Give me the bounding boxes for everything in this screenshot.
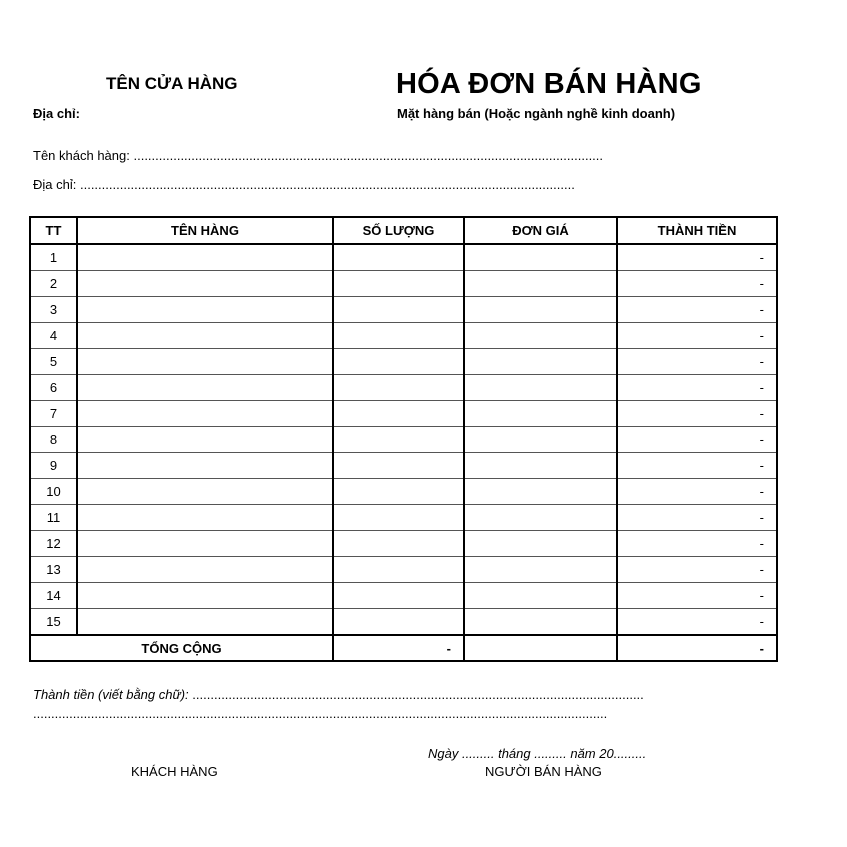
item-name-cell[interactable]: [77, 583, 333, 609]
col-header-quantity: SỐ LƯỢNG: [333, 217, 464, 244]
item-name-cell[interactable]: [77, 271, 333, 297]
total-row: [30, 635, 777, 661]
unit-price-cell[interactable]: [464, 271, 617, 297]
quantity-cell[interactable]: [333, 479, 464, 505]
item-name-cell[interactable]: [77, 453, 333, 479]
amount-cell[interactable]: -: [617, 375, 777, 401]
date-line[interactable]: Ngày ......... tháng ......... năm 20.........: [428, 746, 647, 761]
item-name-cell[interactable]: [77, 557, 333, 583]
amount-in-words-dots-2[interactable]: ...............................................................................................................................................................: [33, 706, 608, 721]
unit-price-cell[interactable]: [464, 583, 617, 609]
row-number: 8: [30, 427, 77, 453]
amount-cell[interactable]: -: [617, 453, 777, 479]
table-row: [30, 271, 777, 297]
amount-cell[interactable]: -: [617, 557, 777, 583]
quantity-cell[interactable]: [333, 505, 464, 531]
unit-price-cell[interactable]: [464, 453, 617, 479]
amount-cell[interactable]: -: [617, 323, 777, 349]
table-row: [30, 557, 777, 583]
customer-address-dots: .........................................................................................................................................: [79, 177, 575, 192]
row-number: 4: [30, 323, 77, 349]
table-row: [30, 609, 777, 636]
row-number: 5: [30, 349, 77, 375]
quantity-cell[interactable]: [333, 609, 464, 636]
unit-price-cell[interactable]: [464, 427, 617, 453]
amount-cell[interactable]: -: [617, 427, 777, 453]
table-row: [30, 244, 777, 271]
amount-cell[interactable]: -: [617, 349, 777, 375]
quantity-cell[interactable]: [333, 453, 464, 479]
amount-in-words-dots-1: .............................................................................................................................: [192, 687, 644, 702]
quantity-cell[interactable]: [333, 323, 464, 349]
row-number: 13: [30, 557, 77, 583]
amount-cell[interactable]: -: [617, 609, 777, 636]
row-number: 12: [30, 531, 77, 557]
col-header-tt: TT: [30, 217, 77, 244]
buyer-signature-label: KHÁCH HÀNG: [131, 764, 218, 779]
amount-cell[interactable]: -: [617, 271, 777, 297]
item-name-cell[interactable]: [77, 297, 333, 323]
quantity-cell[interactable]: [333, 244, 464, 271]
unit-price-cell[interactable]: [464, 401, 617, 427]
customer-name-label: Tên khách hàng:: [33, 148, 130, 163]
customer-name-field[interactable]: [33, 148, 603, 163]
col-header-amount: THÀNH TIỀN: [617, 217, 777, 244]
table-row: [30, 505, 777, 531]
row-number: 1: [30, 244, 77, 271]
row-number: 15: [30, 609, 77, 636]
amount-cell[interactable]: -: [617, 244, 777, 271]
col-header-item-name: TÊN HÀNG: [77, 217, 333, 244]
amount-cell[interactable]: -: [617, 479, 777, 505]
item-name-cell[interactable]: [77, 375, 333, 401]
item-name-cell[interactable]: [77, 609, 333, 636]
row-number: 9: [30, 453, 77, 479]
unit-price-cell[interactable]: [464, 557, 617, 583]
total-quantity[interactable]: -: [333, 635, 464, 661]
table-row: [30, 479, 777, 505]
unit-price-cell[interactable]: [464, 531, 617, 557]
quantity-cell[interactable]: [333, 401, 464, 427]
quantity-cell[interactable]: [333, 427, 464, 453]
customer-address-label: Địa chỉ:: [33, 177, 77, 192]
amount-cell[interactable]: -: [617, 401, 777, 427]
total-label: TỔNG CỘNG: [30, 635, 333, 661]
unit-price-cell[interactable]: [464, 349, 617, 375]
table-row: [30, 531, 777, 557]
unit-price-cell[interactable]: [464, 244, 617, 271]
unit-price-cell[interactable]: [464, 297, 617, 323]
table-row: [30, 453, 777, 479]
table-row: [30, 323, 777, 349]
unit-price-cell[interactable]: [464, 505, 617, 531]
item-name-cell[interactable]: [77, 427, 333, 453]
amount-cell[interactable]: -: [617, 583, 777, 609]
quantity-cell[interactable]: [333, 349, 464, 375]
row-number: 14: [30, 583, 77, 609]
unit-price-cell[interactable]: [464, 609, 617, 636]
quantity-cell[interactable]: [333, 375, 464, 401]
quantity-cell[interactable]: [333, 297, 464, 323]
table-row: [30, 297, 777, 323]
quantity-cell[interactable]: [333, 557, 464, 583]
table-row: [30, 427, 777, 453]
unit-price-cell[interactable]: [464, 323, 617, 349]
item-name-cell[interactable]: [77, 505, 333, 531]
quantity-cell[interactable]: [333, 271, 464, 297]
unit-price-cell[interactable]: [464, 375, 617, 401]
row-number: 2: [30, 271, 77, 297]
store-address-label: Địa chỉ:: [33, 106, 80, 121]
item-name-cell[interactable]: [77, 244, 333, 271]
item-name-cell[interactable]: [77, 531, 333, 557]
total-unit-price[interactable]: [464, 635, 617, 661]
row-number: 3: [30, 297, 77, 323]
item-name-cell[interactable]: [77, 349, 333, 375]
amount-cell[interactable]: -: [617, 505, 777, 531]
invoice-subtitle: Mặt hàng bán (Hoặc ngành nghề kinh doanh): [397, 106, 676, 121]
quantity-cell[interactable]: [333, 531, 464, 557]
item-name-cell[interactable]: [77, 479, 333, 505]
row-number: 7: [30, 401, 77, 427]
unit-price-cell[interactable]: [464, 479, 617, 505]
item-name-cell[interactable]: [77, 401, 333, 427]
table-row: [30, 401, 777, 427]
store-name: TÊN CỬA HÀNG: [106, 74, 238, 93]
table-row: [30, 349, 777, 375]
amount-cell[interactable]: -: [617, 531, 777, 557]
customer-address-field[interactable]: [33, 177, 575, 192]
seller-signature-label: NGƯỜI BÁN HÀNG: [485, 764, 602, 779]
total-amount[interactable]: -: [617, 635, 777, 661]
invoice-title: HÓA ĐƠN BÁN HÀNG: [396, 68, 702, 100]
table-header-row: [30, 217, 777, 244]
table-row: [30, 375, 777, 401]
amount-in-words-label: Thành tiền (viết bằng chữ):: [33, 687, 189, 702]
quantity-cell[interactable]: [333, 583, 464, 609]
row-number: 10: [30, 479, 77, 505]
row-number: 6: [30, 375, 77, 401]
row-number: 11: [30, 505, 77, 531]
customer-name-dots: ..................................................................................................................................: [133, 148, 604, 163]
amount-in-words-field[interactable]: [33, 687, 644, 702]
table-row: [30, 583, 777, 609]
col-header-unit-price: ĐƠN GIÁ: [464, 217, 617, 244]
invoice-table: [29, 216, 778, 662]
amount-cell[interactable]: -: [617, 297, 777, 323]
item-name-cell[interactable]: [77, 323, 333, 349]
